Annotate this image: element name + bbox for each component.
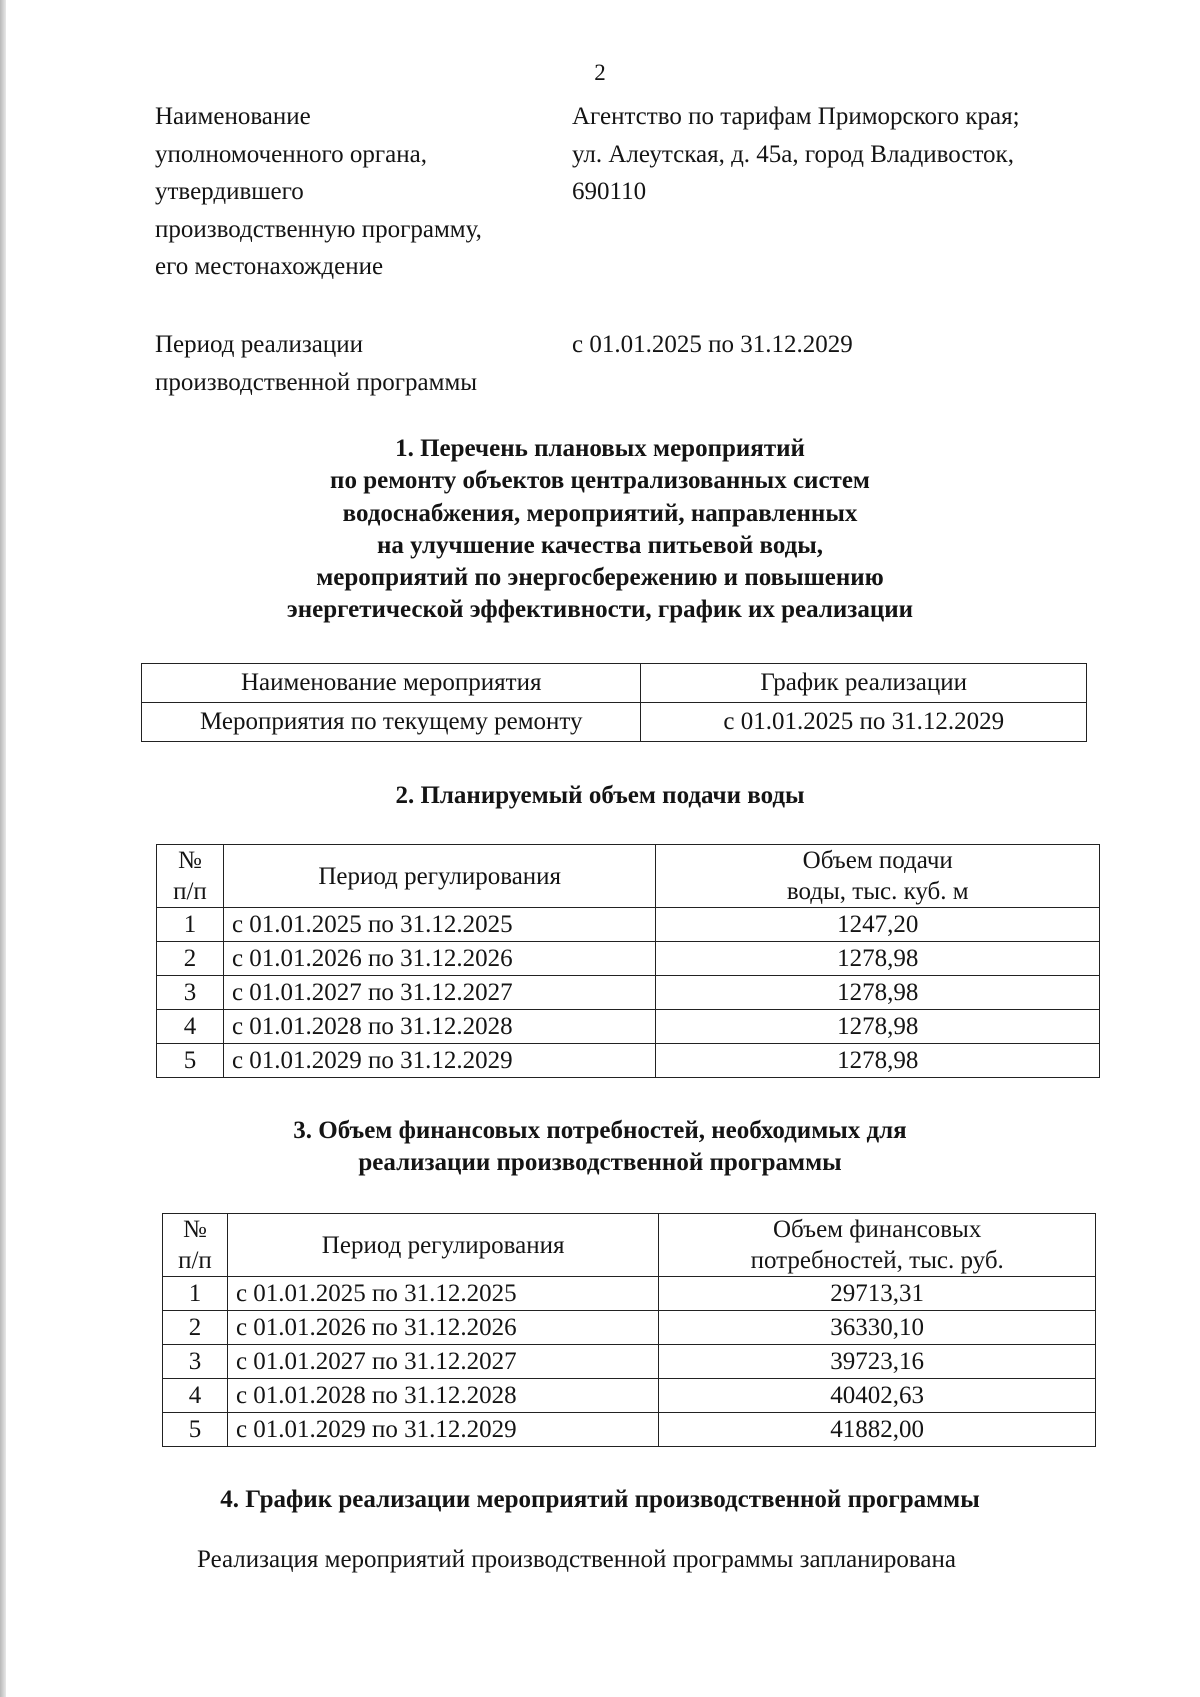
row-value-cell: 39723,16 bbox=[659, 1345, 1096, 1379]
organ-label bbox=[155, 98, 555, 286]
measures-table bbox=[141, 663, 1087, 742]
row-num-cell: 1 bbox=[157, 908, 224, 942]
row-value-cell: 1278,98 bbox=[656, 976, 1100, 1010]
scan-edge bbox=[0, 0, 6, 1697]
table-header-row bbox=[142, 664, 1087, 703]
measure-name-cell: Мероприятия по текущему ремонту bbox=[142, 703, 641, 742]
section1-title-line: по ремонту объектов централизованных систем bbox=[330, 467, 870, 495]
header-value-line: потребностей, тыс. руб. bbox=[750, 1247, 1004, 1274]
section1-title-line: водоснабжения, мероприятий, направленных bbox=[342, 499, 858, 527]
table-row bbox=[163, 1413, 1096, 1447]
header-num-line: № bbox=[183, 1216, 207, 1243]
row-num-cell: 4 bbox=[163, 1379, 228, 1413]
section3-title-line: реализации производственной программы bbox=[358, 1149, 842, 1177]
table-row bbox=[142, 703, 1087, 742]
section1-title bbox=[100, 433, 1100, 627]
row-value-cell: 1278,98 bbox=[656, 1010, 1100, 1044]
table-header-row bbox=[163, 1214, 1096, 1277]
row-value-cell: 1278,98 bbox=[656, 942, 1100, 976]
table-row bbox=[157, 908, 1100, 942]
organ-value-line: ул. Алеутская, д. 45а, город Владивосток, bbox=[572, 140, 1014, 168]
table-row bbox=[163, 1311, 1096, 1345]
row-period-cell: с 01.01.2027 по 31.12.2027 bbox=[227, 1345, 658, 1379]
period-label bbox=[155, 326, 555, 401]
row-num-cell: 5 bbox=[157, 1044, 224, 1078]
organ-label-line: производственную программу, bbox=[155, 215, 482, 243]
row-num-cell: 3 bbox=[163, 1345, 228, 1379]
section4-title: 4. График реализации мероприятий производственной программы bbox=[220, 1486, 980, 1513]
table-row bbox=[163, 1379, 1096, 1413]
organ-value bbox=[572, 98, 1112, 211]
column-header: График реализации bbox=[641, 664, 1087, 703]
row-num-cell: 1 bbox=[163, 1277, 228, 1311]
section1-title-line: 1. Перечень плановых мероприятий bbox=[395, 435, 805, 462]
section4-body: Реализация мероприятий производственной программы запланирована bbox=[197, 1546, 956, 1573]
row-value-cell: 1247,20 bbox=[656, 908, 1100, 942]
row-value-cell: 36330,10 bbox=[659, 1311, 1096, 1345]
table-row bbox=[157, 942, 1100, 976]
period-label-line: производственной программы bbox=[155, 368, 478, 396]
row-num-cell: 5 bbox=[163, 1413, 228, 1447]
row-num-cell: 4 bbox=[157, 1010, 224, 1044]
organ-label-line: утвердившего bbox=[155, 178, 304, 205]
table-row bbox=[157, 1010, 1100, 1044]
measure-schedule-cell: с 01.01.2025 по 31.12.2029 bbox=[641, 703, 1087, 742]
row-period-cell: с 01.01.2026 по 31.12.2026 bbox=[223, 942, 656, 976]
row-period-cell: с 01.01.2029 по 31.12.2029 bbox=[227, 1413, 658, 1447]
organ-value-line: 690110 bbox=[572, 178, 647, 205]
section1-title-line: мероприятий по энергосбережению и повышению bbox=[316, 564, 884, 592]
header-num-line: п/п bbox=[173, 878, 207, 905]
header-num bbox=[163, 1214, 228, 1277]
table-row bbox=[163, 1345, 1096, 1379]
row-period-cell: с 01.01.2025 по 31.12.2025 bbox=[223, 908, 656, 942]
header-period: Период регулирования bbox=[223, 845, 656, 908]
row-num-cell: 2 bbox=[157, 942, 224, 976]
table-header-row bbox=[157, 845, 1100, 908]
row-period-cell: с 01.01.2028 по 31.12.2028 bbox=[227, 1379, 658, 1413]
header-value-line: Объем подачи bbox=[802, 847, 953, 874]
period-value-line: с 01.01.2025 по 31.12.2029 bbox=[572, 331, 853, 358]
section1-title-line: энергетической эффективности, график их реализации bbox=[286, 596, 914, 624]
header-period: Период регулирования bbox=[227, 1214, 658, 1277]
header-num bbox=[157, 845, 224, 908]
column-header: Наименование мероприятия bbox=[142, 664, 641, 703]
row-value-cell: 29713,31 bbox=[659, 1277, 1096, 1311]
row-period-cell: с 01.01.2027 по 31.12.2027 bbox=[223, 976, 656, 1010]
row-num-cell: 2 bbox=[163, 1311, 228, 1345]
section2-title: 2. Планируемый объем подачи воды bbox=[395, 782, 805, 809]
row-period-cell: с 01.01.2026 по 31.12.2026 bbox=[227, 1311, 658, 1345]
organ-label-line: уполномоченного органа, bbox=[155, 140, 427, 168]
row-period-cell: с 01.01.2028 по 31.12.2028 bbox=[223, 1010, 656, 1044]
row-period-cell: с 01.01.2025 по 31.12.2025 bbox=[227, 1277, 658, 1311]
page-number: 2 bbox=[594, 60, 606, 85]
section1-title-line: на улучшение качества питьевой воды, bbox=[376, 531, 824, 559]
row-num-cell: 3 bbox=[157, 976, 224, 1010]
water-volume-table bbox=[156, 844, 1100, 1078]
section3-title-line: 3. Объем финансовых потребностей, необходимых для bbox=[293, 1117, 907, 1144]
header-num-line: п/п bbox=[178, 1247, 212, 1274]
period-value bbox=[572, 326, 1112, 364]
header-num-line: № bbox=[178, 847, 202, 874]
organ-label-line: его местонахождение bbox=[155, 253, 384, 280]
organ-value-line: Агентство по тарифам Приморского края; bbox=[572, 103, 1020, 130]
row-value-cell: 41882,00 bbox=[659, 1413, 1096, 1447]
financial-needs-table bbox=[162, 1213, 1096, 1447]
header-value bbox=[659, 1214, 1096, 1277]
period-label-line: Период реализации bbox=[155, 331, 363, 358]
header-value-line: воды, тыс. куб. м bbox=[786, 878, 969, 905]
table-row bbox=[157, 1044, 1100, 1078]
table-row bbox=[157, 976, 1100, 1010]
organ-label-line: Наименование bbox=[155, 103, 311, 130]
header-value bbox=[656, 845, 1100, 908]
header-value-line: Объем финансовых bbox=[772, 1216, 982, 1243]
section3-title bbox=[100, 1115, 1100, 1180]
row-value-cell: 40402,63 bbox=[659, 1379, 1096, 1413]
row-value-cell: 1278,98 bbox=[656, 1044, 1100, 1078]
table-row bbox=[163, 1277, 1096, 1311]
row-period-cell: с 01.01.2029 по 31.12.2029 bbox=[223, 1044, 656, 1078]
